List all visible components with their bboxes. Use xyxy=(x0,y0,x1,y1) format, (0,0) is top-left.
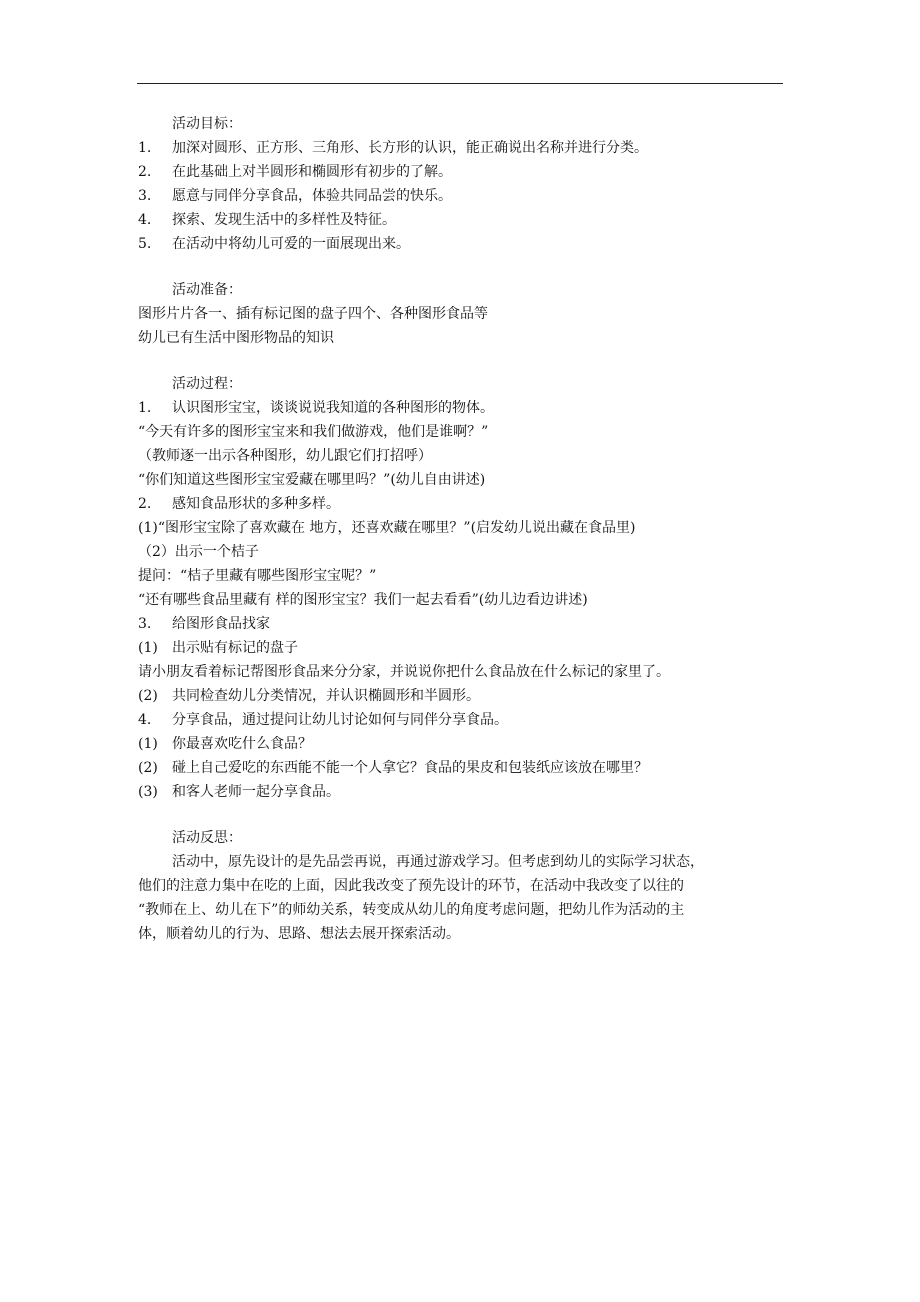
preparation-heading: 活动准备： xyxy=(172,282,242,298)
substep-number: (3) xyxy=(138,784,158,800)
substep-number: (2) xyxy=(138,688,158,704)
process-step xyxy=(138,492,788,516)
section-gap xyxy=(138,350,788,372)
process-substep xyxy=(138,756,788,780)
step-text: 分享食品，通过提问让幼儿讨论如何与同伴分享食品。 xyxy=(172,712,508,728)
document-body xyxy=(138,112,788,946)
process-line: 请小朋友看着标记帮图形食品来分分家，并说说你把什么食品放在什么标记的家里了。 xyxy=(138,664,670,680)
goal-text: 愿意与同伴分享食品，体验共同品尝的快乐。 xyxy=(172,188,452,204)
goal-item xyxy=(138,208,788,232)
process-line: （教师逐一出示各种图形，幼儿跟它们打招呼） xyxy=(138,448,432,464)
goal-number: 3. xyxy=(138,188,152,204)
process-heading: 活动过程： xyxy=(172,376,242,392)
process-step xyxy=(138,612,788,636)
process-line: “还有哪些食品里藏有 样的图形宝宝？我们一起去看看”(幼儿边看边讲述) xyxy=(138,592,588,608)
goals-heading: 活动目标： xyxy=(172,116,242,132)
process-line: 提问：“桔子里藏有哪些图形宝宝呢？” xyxy=(138,568,377,584)
goal-text: 探索、发现生活中的多样性及特征。 xyxy=(172,212,396,228)
process-substep xyxy=(138,780,788,804)
process-substep xyxy=(138,732,788,756)
substep-text: 你最喜欢吃什么食品？ xyxy=(172,736,312,752)
goal-item xyxy=(138,136,788,160)
step-text: 认识图形宝宝，谈谈说说我知道的各种图形的物体。 xyxy=(172,400,494,416)
process-section xyxy=(138,372,788,804)
process-line: “今天有许多的图形宝宝来和我们做游戏，他们是谁啊？” xyxy=(138,424,489,440)
preparation-section xyxy=(138,278,788,350)
step-number: 4. xyxy=(138,712,152,728)
goal-text: 在活动中将幼儿可爱的一面展现出来。 xyxy=(172,236,410,252)
goal-number: 1. xyxy=(138,140,152,156)
preparation-line: 图形片片各一、插有标记图的盘子四个、各种图形食品等 xyxy=(138,306,488,322)
substep-text: 出示贴有标记的盘子 xyxy=(172,640,298,656)
preparation-line: 幼儿已有生活中图形物品的知识 xyxy=(138,330,334,346)
header-rule xyxy=(137,83,783,84)
step-number: 1. xyxy=(138,400,152,416)
substep-number: (1) xyxy=(138,640,158,656)
process-step xyxy=(138,396,788,420)
substep-number: (2) xyxy=(138,760,158,776)
process-substep xyxy=(138,636,788,660)
goal-number: 4. xyxy=(138,212,152,228)
step-text: 感知食品形状的多种多样。 xyxy=(172,496,340,512)
goal-text: 在此基础上对半圆形和椭圆形有初步的了解。 xyxy=(172,164,452,180)
goal-item xyxy=(138,160,788,184)
section-gap xyxy=(138,256,788,278)
reflection-heading: 活动反思： xyxy=(172,830,242,846)
reflection-section xyxy=(138,826,788,946)
process-step xyxy=(138,708,788,732)
goal-text: 加深对圆形、正方形、三角形、长方形的认识，能正确说出名称并进行分类。 xyxy=(172,140,648,156)
reflection-line: 他们的注意力集中在吃的上面，因此我改变了预先设计的环节，在活动中我改变了以往的 xyxy=(138,878,684,894)
process-line: “你们知道这些图形宝宝爱藏在哪里吗？”(幼儿自由讲述) xyxy=(138,472,486,488)
reflection-line: 活动中，原先设计的是先品尝再说，再通过游戏学习。但考虑到幼儿的实际学习状态， xyxy=(172,854,704,870)
goal-number: 5. xyxy=(138,236,152,252)
substep-text: 和客人老师一起分享食品。 xyxy=(172,784,340,800)
step-number: 2. xyxy=(138,496,152,512)
goal-number: 2. xyxy=(138,164,152,180)
reflection-line: “教师在上、幼儿在下”的师幼关系，转变成从幼儿的角度考虑问题，把幼儿作为活动的主 xyxy=(138,902,685,918)
goal-item xyxy=(138,184,788,208)
reflection-line: 体，顺着幼儿的行为、思路、想法去展开探索活动。 xyxy=(138,926,460,942)
step-number: 3. xyxy=(138,616,152,632)
step-text: 给图形食品找家 xyxy=(172,616,270,632)
section-gap xyxy=(138,804,788,826)
goal-item xyxy=(138,232,788,256)
process-line: (1)“图形宝宝除了喜欢藏在 地方，还喜欢藏在哪里？”(启发幼儿说出藏在食品里) xyxy=(138,520,636,536)
substep-number: (1) xyxy=(138,736,158,752)
substep-text: 碰上自己爱吃的东西能不能一个人拿它？食品的果皮和包装纸应该放在哪里？ xyxy=(172,760,648,776)
process-substep xyxy=(138,684,788,708)
substep-text: 共同检查幼儿分类情况，并认识椭圆形和半圆形。 xyxy=(172,688,480,704)
process-line: （2）出示一个桔子 xyxy=(138,544,259,560)
goals-section xyxy=(138,112,788,256)
